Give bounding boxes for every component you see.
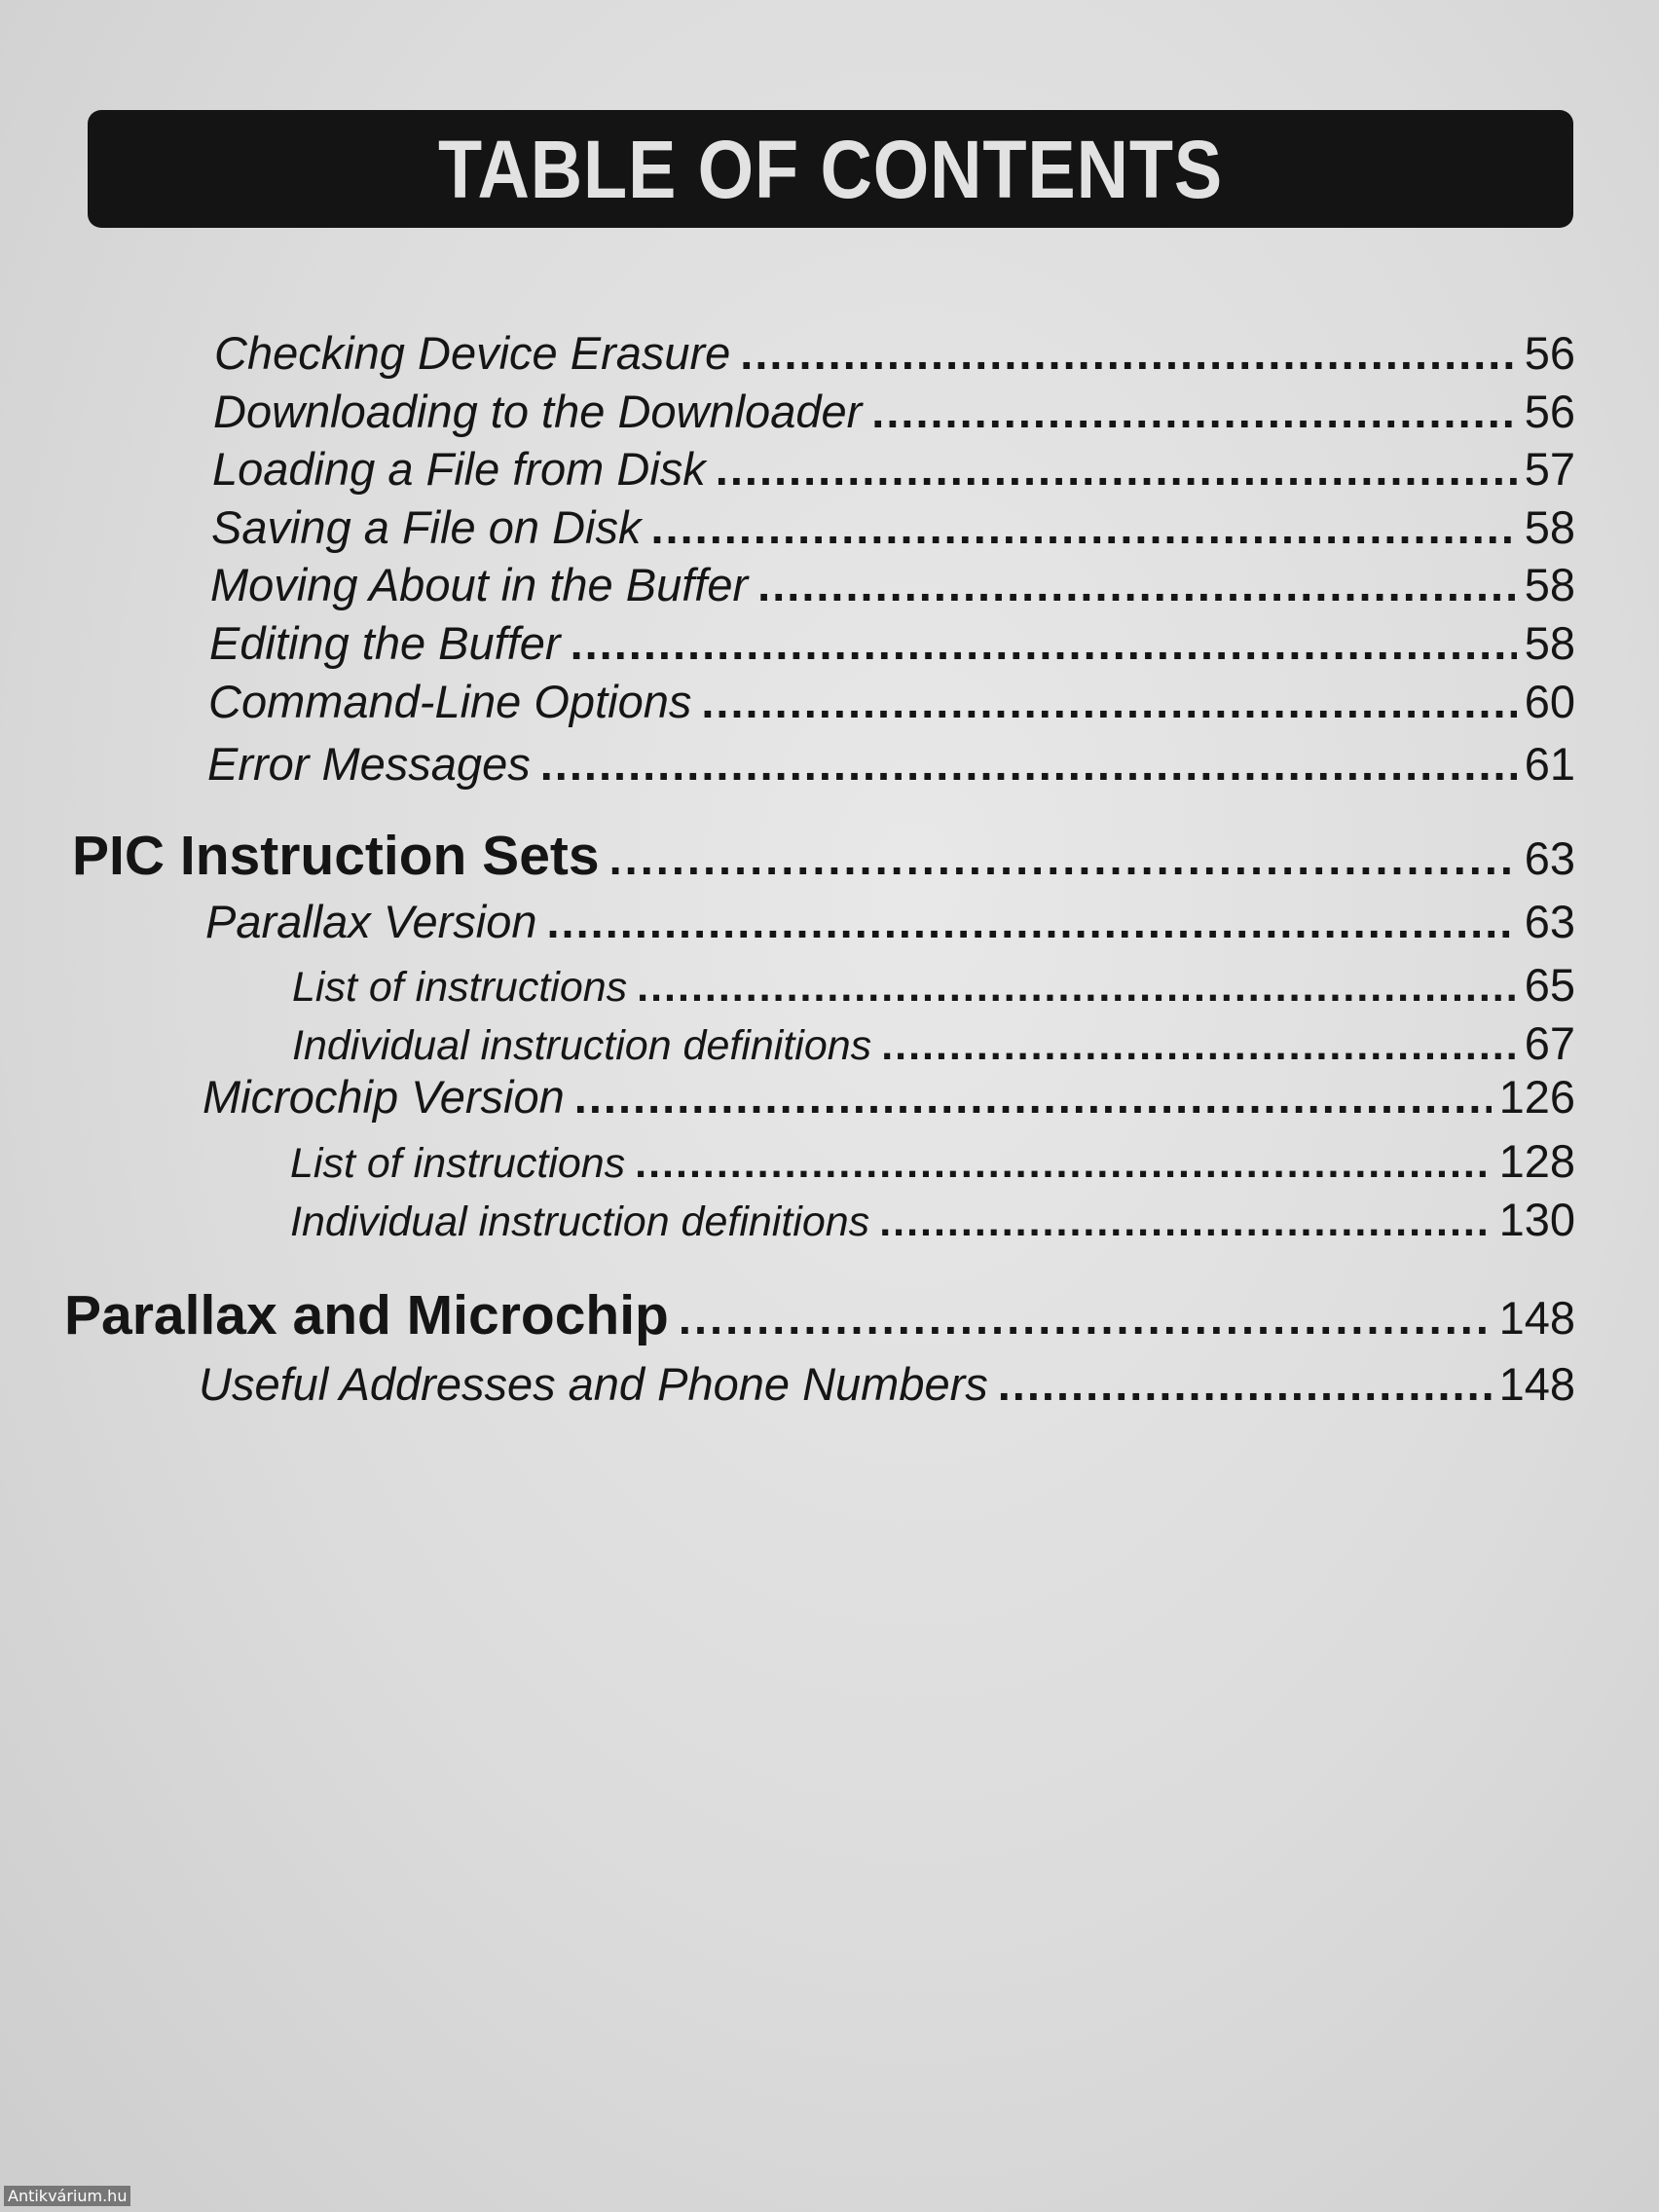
toc-entry-label: Saving a File on Disk — [211, 501, 642, 553]
toc-subentry-list-of-instructions — [290, 1134, 1575, 1189]
toc-entry-label: Checking Device Erasure — [214, 327, 731, 379]
toc-entry-saving-a-file-on-disk — [211, 500, 1575, 559]
toc-entry-label: Error Messages — [207, 738, 531, 790]
dot-leader — [879, 1198, 1491, 1246]
toc-entry-command-line-options — [208, 675, 1575, 733]
toc-entry-label: Downloading to the Downloader — [213, 386, 863, 437]
dot-leader — [701, 675, 1516, 728]
dot-leader — [757, 558, 1517, 611]
toc-section-page: 148 — [1498, 1292, 1575, 1344]
page-title: TABLE OF CONTENTS — [437, 123, 1224, 215]
toc-entry-label: Editing the Buffer — [209, 617, 561, 669]
toc-entry-loading-a-file-from-disk — [212, 442, 1575, 500]
toc-entry-page: 126 — [1498, 1071, 1575, 1123]
site-watermark: Antikvárium.hu — [4, 2186, 130, 2206]
toc-entry-label: List of instructions — [292, 964, 628, 1011]
dot-leader — [871, 385, 1516, 438]
toc-entry-label: Loading a File from Disk — [212, 443, 706, 495]
toc-section-parallax-and-microchip — [64, 1283, 1575, 1351]
toc-entry-page: 61 — [1524, 738, 1575, 790]
toc-entry-useful-addresses-and-phone-numbers — [199, 1357, 1575, 1416]
dot-leader — [716, 442, 1517, 496]
toc-entry-page: 57 — [1524, 443, 1575, 495]
toc-entry-page: 58 — [1524, 559, 1575, 610]
dot-leader — [546, 895, 1516, 948]
toc-entry-microchip-version — [203, 1070, 1575, 1128]
toc-entry-page: 130 — [1498, 1194, 1575, 1245]
dot-leader — [574, 1070, 1492, 1124]
dot-leader — [609, 831, 1517, 885]
toc-entry-page: 58 — [1524, 501, 1575, 553]
toc-entry-label: Moving About in the Buffer — [210, 559, 749, 610]
toc-entry-label: Parallax Version — [205, 896, 537, 947]
toc-entry-editing-the-buffer — [209, 616, 1575, 675]
dot-leader — [650, 500, 1516, 554]
toc-entry-checking-device-erasure — [214, 326, 1575, 385]
toc-section-page: 63 — [1524, 832, 1575, 884]
toc-entry-parallax-version — [205, 895, 1575, 953]
dot-leader — [540, 737, 1517, 791]
toc-entry-label: Individual instruction definitions — [292, 1022, 872, 1069]
dot-leader — [998, 1357, 1492, 1411]
dot-leader — [635, 1140, 1491, 1188]
dot-leader — [637, 964, 1517, 1012]
toc-entry-label: Useful Addresses and Phone Numbers — [199, 1358, 988, 1410]
dot-leader — [679, 1291, 1492, 1345]
toc-entry-label: Individual instruction definitions — [290, 1198, 870, 1245]
toc-entry-page: 148 — [1498, 1358, 1575, 1410]
toc-section-label: PIC Instruction Sets — [72, 825, 600, 887]
toc-entry-page: 56 — [1524, 386, 1575, 437]
toc-entry-moving-about-in-the-buffer — [210, 558, 1575, 616]
toc-entry-downloading-to-the-downloader — [213, 385, 1575, 443]
toc-subentry-individual-instruction-definitions — [290, 1193, 1575, 1247]
toc-subentry-individual-instruction-definitions — [292, 1016, 1575, 1071]
toc-section-pic-instruction-sets — [72, 824, 1575, 892]
dot-leader — [881, 1022, 1517, 1070]
toc-entry-page: 63 — [1524, 896, 1575, 947]
toc-entry-page: 60 — [1524, 676, 1575, 727]
dot-leader — [571, 616, 1517, 670]
toc-entry-page: 67 — [1524, 1017, 1575, 1069]
toc-entry-page: 56 — [1524, 327, 1575, 379]
toc-entry-label: List of instructions — [290, 1140, 626, 1187]
toc-entry-label: Microchip Version — [203, 1071, 565, 1123]
toc-section-label: Parallax and Microchip — [64, 1284, 669, 1346]
toc-entry-error-messages — [207, 737, 1575, 795]
toc-entry-label: Command-Line Options — [208, 676, 692, 727]
toc-entry-page: 58 — [1524, 617, 1575, 669]
toc-entry-page: 128 — [1498, 1135, 1575, 1187]
toc-entry-page: 65 — [1524, 959, 1575, 1011]
dot-leader — [740, 326, 1516, 380]
toc-subentry-list-of-instructions — [292, 958, 1575, 1013]
